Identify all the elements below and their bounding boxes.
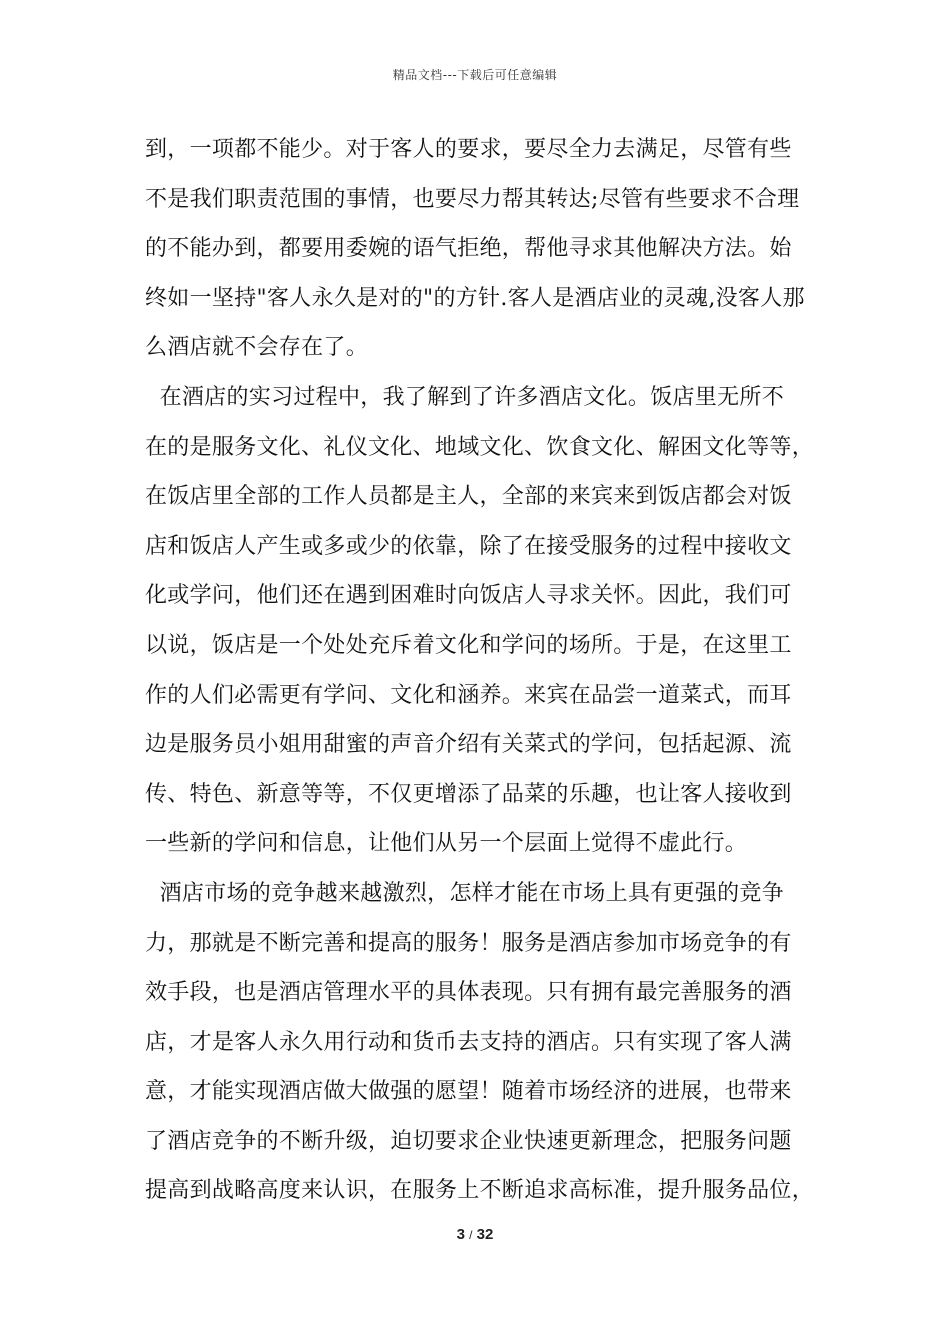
text-line: 了酒店竞争的不断升级，迫切要求企业快速更新理念，把服务问题: [145, 1128, 792, 1154]
text-line: 酒店市场的竞争越来越激烈，怎样才能在市场上具有更强的竞争: [145, 880, 784, 906]
page-header: 精品文档---下载后可任意编辑: [392, 68, 558, 82]
text-line: 到，一项都不能少。对于客人的要求，要尽全力去满足，尽管有些: [145, 137, 792, 162]
text-line: 效手段，也是酒店管理水平的具体表现。只有拥有最完善服务的酒: [145, 980, 792, 1006]
text-line: 以说，饭店是一个处处充斥着文化和学问的场所。于是，在这里工: [145, 632, 792, 658]
text-line: 化或学问，他们还在遇到困难时向饭店人寻求关怀。因此，我们可: [145, 583, 792, 609]
text-line: 在酒店的实习过程中，我了解到了许多酒店文化。饭店里无所不: [145, 384, 784, 410]
document-body: [145, 125, 815, 1216]
total-page-count: 32: [476, 1226, 494, 1243]
page-number-footer: [0, 1226, 950, 1243]
text-line: 作的人们必需更有学问、文化和涵养。来宾在品尝一道菜式，而耳: [145, 682, 792, 708]
text-line: 不是我们职责范围的事情，也要尽力帮其转达;尽管有些要求不合理: [145, 186, 800, 212]
text-line: 边是服务员小姐用甜蜜的声音介绍有关菜式的学问，包括起源、流: [145, 732, 792, 758]
current-page-number: 3: [456, 1226, 465, 1243]
text-line: 在饭店里全部的工作人员都是主人，全部的来宾来到饭店都会对饭: [145, 484, 792, 510]
text-line: 在的是服务文化、礼仪文化、地域文化、饮食文化、解困文化等等，: [145, 434, 815, 460]
text-line: 意，才能实现酒店做大做强的愿望！随着市场经济的进展，也带来: [145, 1079, 792, 1105]
page-separator: /: [469, 1228, 473, 1242]
text-line: 店，才是客人永久用行动和货币去支持的酒店。只有实现了客人满: [145, 1029, 792, 1055]
text-line: 力，那就是不断完善和提高的服务！服务是酒店参加市场竞争的有: [145, 930, 792, 956]
text-line: 的不能办到，都要用委婉的语气拒绝，帮他寻求其他解决方法。始: [145, 236, 792, 262]
text-line: 店和饭店人产生或多或少的依靠，除了在接受服务的过程中接收文: [145, 533, 792, 559]
text-line: 一些新的学问和信息，让他们从另一个层面上觉得不虚此行。: [145, 831, 748, 857]
text-line: 传、特色、新意等等，不仅更增添了品菜的乐趣，也让客人接收到: [145, 781, 792, 807]
text-line: 么酒店就不会存在了。: [145, 335, 369, 361]
text-line: 提高到战略高度来认识，在服务上不断追求高标准，提升服务品位，: [145, 1178, 815, 1204]
text-line: 终如一坚持"客人永久是对的"的方针.客人是酒店业的灵魂,没客人那: [145, 285, 805, 311]
